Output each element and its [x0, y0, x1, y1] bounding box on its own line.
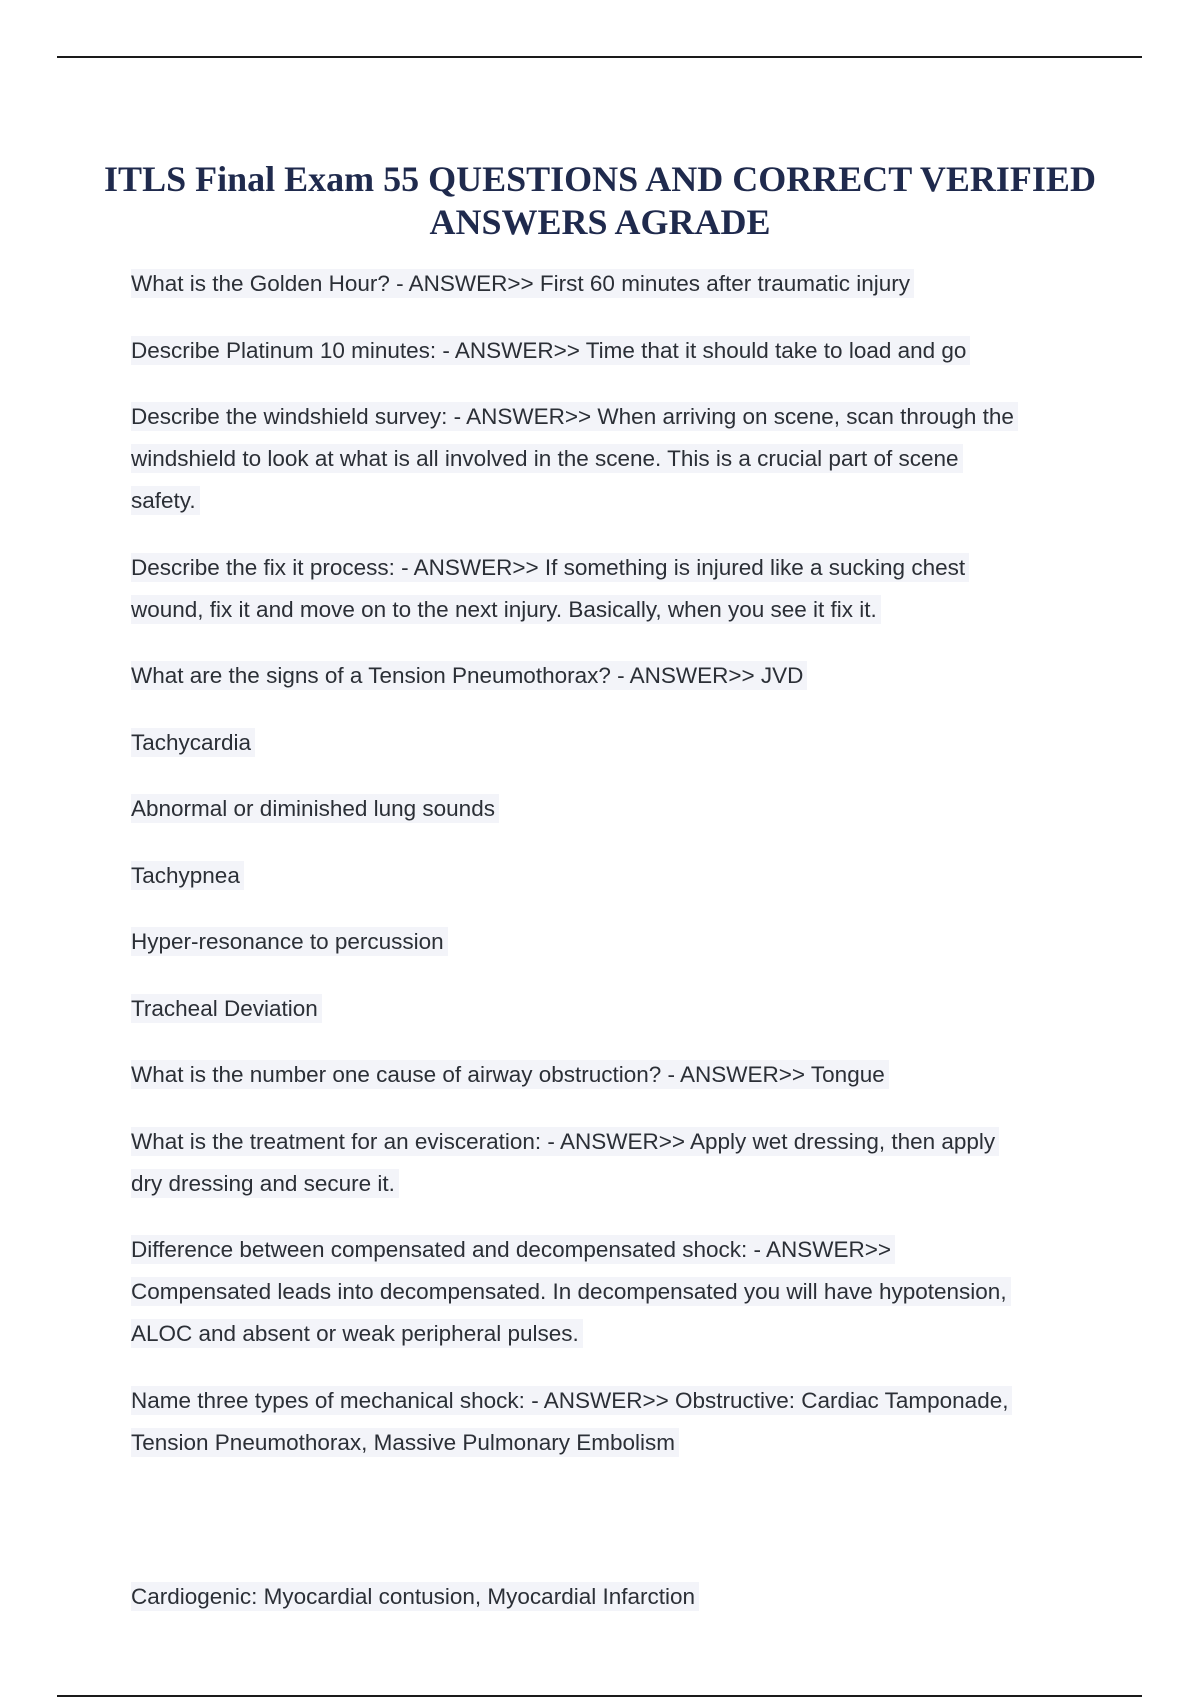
qa-paragraph [131, 330, 1131, 372]
paragraph-text: Describe the fix it process: - ANSWER>> If something is injured like a sucking chest wound, fix it and move on to the next injury. Basically, when you see it fix it. [131, 553, 969, 624]
qa-paragraph [131, 263, 1131, 305]
paragraph-text: Tachypnea [131, 861, 244, 890]
qa-paragraph [131, 1054, 1131, 1096]
bottom-rule [57, 1695, 1142, 1697]
paragraph-text: What are the signs of a Tension Pneumothorax? - ANSWER>> JVD [131, 661, 807, 690]
page-title: ITLS Final Exam 55 QUESTIONS AND CORRECT VERIFIED ANSWERS AGRADE [104, 159, 1096, 242]
list-item [131, 788, 1131, 830]
paragraph-text: Describe Platinum 10 minutes: - ANSWER>> Time that it should take to load and go [131, 336, 970, 365]
paragraph-text: What is the treatment for an evisceration: - ANSWER>> Apply wet dressing, then apply dry dressing and secure it. [131, 1127, 999, 1198]
paragraph-text: What is the Golden Hour? - ANSWER>> First 60 minutes after traumatic injury [131, 269, 914, 298]
paragraph-text: Name three types of mechanical shock: - ANSWER>> Obstructive: Cardiac Tamponade, Tension Pneumothorax, Massive Pulmonary Embolism [131, 1386, 1012, 1457]
paragraph-text: Cardiogenic: Myocardial contusion, Myocardial Infarction [131, 1582, 699, 1611]
paragraph-text: Hyper-resonance to percussion [131, 927, 448, 956]
paragraph-text: Tachycardia [131, 728, 255, 757]
qa-paragraph [131, 547, 1011, 631]
qa-paragraph [131, 1380, 1031, 1464]
qa-paragraph [131, 655, 1131, 697]
blank-space [131, 1488, 1131, 1576]
list-item [131, 921, 1131, 963]
qa-paragraph [131, 1229, 1031, 1355]
qa-content [131, 263, 1131, 1643]
list-item [131, 722, 1131, 764]
paragraph-text: Tracheal Deviation [131, 994, 322, 1023]
qa-paragraph [131, 1121, 1021, 1205]
list-item [131, 988, 1131, 1030]
top-rule [57, 56, 1142, 58]
paragraph-text: Describe the windshield survey: - ANSWER>> When arriving on scene, scan through the windshield to look at what is all involved in the scene. This is a crucial part of scene safety. [131, 402, 1018, 515]
paragraph-text: Difference between compensated and decompensated shock: - ANSWER>> Compensated leads into decompensated. In decompensated you will have hypotension, ALOC and absent or weak peripheral pulses. [131, 1235, 1011, 1348]
qa-paragraph [131, 396, 1031, 522]
paragraph-text: What is the number one cause of airway obstruction? - ANSWER>> Tongue [131, 1060, 889, 1089]
paragraph-text: Abnormal or diminished lung sounds [131, 794, 499, 823]
qa-paragraph [131, 1576, 1131, 1618]
list-item [131, 855, 1131, 897]
